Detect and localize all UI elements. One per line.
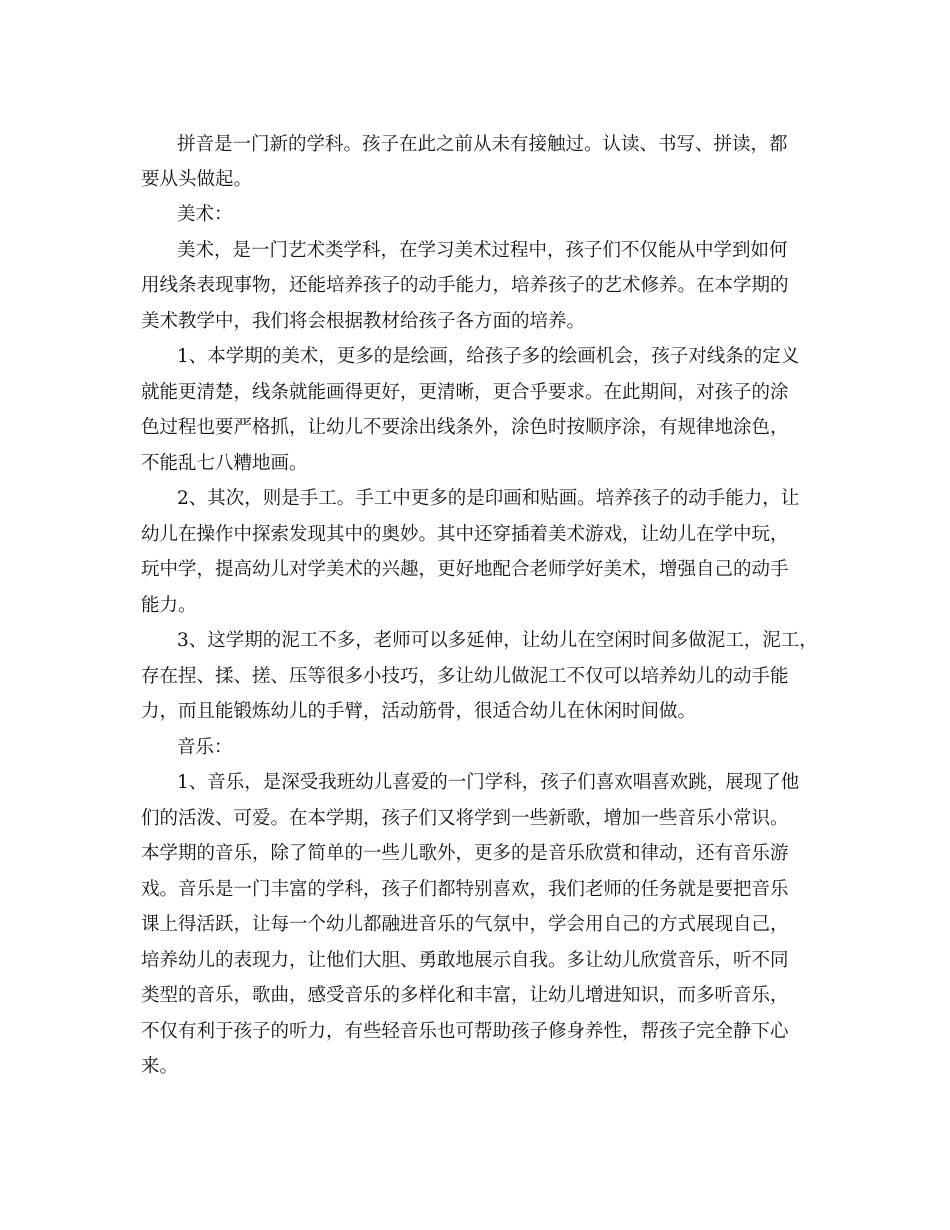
text-line: 就能更清楚，线条就能画得更好，更清晰，更合乎要求。在此期间，对孩子的涂 xyxy=(141,382,789,403)
text-line: 幼儿在操作中探索发现其中的奥妙。其中还穿插着美术游戏，让幼儿在学中玩， xyxy=(141,524,789,545)
section-heading-music: 音乐： xyxy=(177,737,233,758)
text-line: 要从头做起。 xyxy=(141,169,253,190)
text-line: 色过程也要严格抓，让幼儿不要涂出线条外，涂色时按顺序涂，有规律地涂色， xyxy=(141,417,789,438)
text-line: 来。 xyxy=(141,1056,179,1077)
section-heading-art: 美术： xyxy=(177,204,233,225)
text-line: 不能乱七八糟地画。 xyxy=(141,453,308,474)
text-line: 本学期的音乐，除了简单的一些儿歌外，更多的是音乐欣赏和律动，还有音乐游 xyxy=(141,843,789,864)
text-line: 戏。音乐是一门丰富的学科，孩子们都特别喜欢，我们老师的任务就是要把音乐 xyxy=(141,879,789,900)
text-line: 美术教学中，我们将会根据教材给孩子各方面的培养。 xyxy=(141,311,586,332)
text-line: 们的活泼、可爱。在本学期，孩子们又将学到一些新歌，增加一些音乐小常识。 xyxy=(141,808,789,829)
text-line: 美术，是一门艺术类学科，在学习美术过程中，孩子们不仅能从中学到如何 xyxy=(177,240,788,261)
text-line: 能力。 xyxy=(141,595,197,616)
text-line: 不仅有利于孩子的听力，有些轻音乐也可帮助孩子修身养性，帮孩子完全静下心 xyxy=(141,1021,789,1042)
text-line: 2、其次，则是手工。手工中更多的是印画和贴画。培养孩子的动手能力，让 xyxy=(177,488,800,509)
text-line: 3、这学期的泥工不多，老师可以多延伸，让幼儿在空闲时间多做泥工，泥工， xyxy=(177,630,818,651)
text-line: 力，而且能锻炼幼儿的手臂，活动筋骨，很适合幼儿在休闲时间做。 xyxy=(141,701,697,722)
text-line: 拼音是一门新的学科。孩子在此之前从未有接触过。认读、书写、拼读，都 xyxy=(177,134,788,155)
text-line: 玩中学，提高幼儿对学美术的兴趣，更好地配合老师学好美术，增强自己的动手 xyxy=(141,559,789,580)
text-line: 用线条表现事物，还能培养孩子的动手能力，培养孩子的艺术修养。在本学期的 xyxy=(141,275,789,296)
text-line: 类型的音乐，歌曲，感受音乐的多样化和丰富，让幼儿增进知识，而多听音乐， xyxy=(141,985,789,1006)
text-line: 培养幼儿的表现力，让他们大胆、勇敢地展示自我。多让幼儿欣赏音乐，听不同 xyxy=(141,950,789,971)
text-line: 1、本学期的美术，更多的是绘画，给孩子多的绘画机会，孩子对线条的定义 xyxy=(177,346,800,367)
text-line: 存在捏、揉、搓、压等很多小技巧，多让幼儿做泥工不仅可以培养幼儿的动手能 xyxy=(141,666,789,687)
text-line: 1、音乐，是深受我班幼儿喜爱的一门学科，孩子们喜欢唱喜欢跳，展现了他 xyxy=(177,772,800,793)
text-line: 课上得活跃，让每一个幼儿都融进音乐的气氛中，学会用自己的方式展现自己， xyxy=(141,914,789,935)
